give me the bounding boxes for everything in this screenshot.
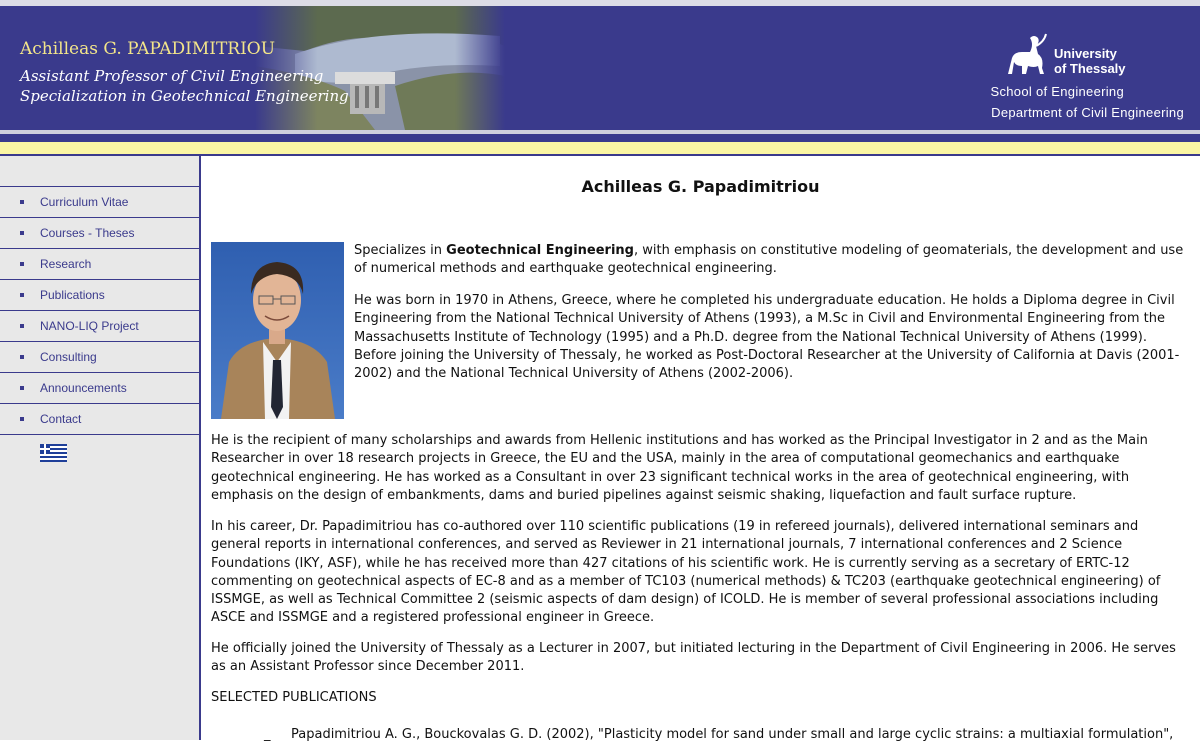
sidebar-item-label: NANO-LIQ Project bbox=[40, 319, 139, 333]
publication-bullet: _ bbox=[264, 727, 271, 742]
intro-text: Specializes in bbox=[354, 243, 447, 258]
sidebar-item-label: Research bbox=[40, 257, 92, 271]
intro-text-rest: , with emphasis on constitutive modeling of geomaterials, the development and use of numerical methods and earthquake geotechnical engineering. bbox=[354, 243, 1184, 277]
page-title: Achilleas G. Papadimitriou bbox=[581, 177, 820, 196]
sidebar-item-label: Curriculum Vitae bbox=[40, 195, 129, 209]
bio-paragraph-education: He was born in 1970 in Athens, Greece, where he completed his undergraduate education. He holds a Diploma degree in Civil Engineering from the National Technical University of Athens (1993), a M.Sc in Civil and Environmental Engineering from the Massachusetts Institute of Technology (1995) and a Ph.D. degree from the National Technical University of Athens (1999). Before joining the University of Thessaly, he worked as Post-Doctoral Researcher at the University of California at Davis (2001-2002) and the National Technical University of Athens (2002-2006). bbox=[354, 293, 1180, 382]
bio-paragraph-career: In his career, Dr. Papadimitriou has co-authored over 110 scientific publications (19 in refereed journals), delivered international seminars and general reports in international conferences, and served as Reviewer in 21 international journals, 7 international conferences and 2 Science Foundations (IKY, ASF), while he has received more than 427 citations of his scientific work. He is currently serving as a secretary of ERTC-12 commenting on geotechnical aspects of EC-8 and as a member of TC103 (numerical methods) & TC203 (earthquake geotechnical engineering) of ISSMGE, as well as Technical Committee 2 (seismic aspects of dam design) of ICOLD. He is member of several professional associations including ASCE and ISSMGE and a registered professional engineer in Greece. bbox=[211, 519, 1161, 626]
sidebar-nav bbox=[0, 186, 199, 435]
university-line1: University bbox=[1054, 46, 1117, 61]
sidebar-item-consulting[interactable] bbox=[0, 341, 199, 372]
publication-item: Papadimitriou A. G., Bouckovalas G. D. (2002), "Plasticity model for sand under small and large cyclic strains: a multiaxial formulation", bbox=[291, 727, 1174, 742]
selected-publications-heading: SELECTED PUBLICATIONS bbox=[211, 690, 377, 705]
department-name: Department of Civil Engineering bbox=[991, 105, 1184, 120]
centaur-logo-icon[interactable] bbox=[1000, 28, 1052, 80]
sidebar-item-research[interactable] bbox=[0, 248, 199, 279]
sidebar-item-courses-theses[interactable] bbox=[0, 217, 199, 248]
bullet-icon bbox=[20, 200, 24, 204]
bio-paragraph-position: He officially joined the University of Thessaly as a Lecturer in 2007, but initiated lecturing in the Department of Civil Engineering in 2006. He serves as an Assistant Professor since December 2011. bbox=[211, 641, 1176, 675]
sidebar bbox=[0, 156, 201, 740]
header-specialization: Specialization in Geotechnical Engineering bbox=[20, 87, 349, 105]
header-name: Achilleas G. PAPADIMITRIOU bbox=[20, 39, 276, 59]
sidebar-item-label: Courses - Theses bbox=[40, 226, 135, 240]
header-divider bbox=[0, 142, 1200, 154]
bullet-icon bbox=[20, 386, 24, 390]
sidebar-item-announcements[interactable] bbox=[0, 372, 199, 403]
university-name[interactable] bbox=[1054, 46, 1126, 76]
site-header bbox=[0, 6, 1200, 130]
bullet-icon bbox=[20, 417, 24, 421]
university-line2: of Thessaly bbox=[1054, 61, 1126, 76]
bullet-icon bbox=[20, 231, 24, 235]
bio-paragraph-research: He is the recipient of many scholarships and awards from Hellenic institutions and has worked as the Principal Investigator in 2 and as the Main Researcher in over 18 research projects in Greece, the EU and the USA, mainly in the area of computational geomechanics and earthquake geotechnical engineering. He has worked as a Consultant in over 23 significant technical works in the area of geotechnical engineering, with emphasis on the design of embankments, dams and buried pipelines against seismic shaking, liquefaction and fault surface rupture. bbox=[211, 433, 1148, 503]
sidebar-item-label: Publications bbox=[40, 288, 105, 302]
school-name: School of Engineering bbox=[990, 84, 1124, 99]
greek-flag-icon[interactable] bbox=[40, 444, 67, 462]
bullet-icon bbox=[20, 355, 24, 359]
header-divider bbox=[0, 134, 1200, 142]
bullet-icon bbox=[20, 324, 24, 328]
bullet-icon bbox=[20, 262, 24, 266]
header-title: Assistant Professor of Civil Engineering bbox=[20, 67, 324, 85]
bullet-icon bbox=[20, 293, 24, 297]
intro-paragraph bbox=[354, 242, 1189, 279]
sidebar-item-publications[interactable] bbox=[0, 279, 199, 310]
main-content bbox=[211, 156, 1186, 740]
sidebar-item-contact[interactable] bbox=[0, 403, 199, 435]
intro-emphasis: Geotechnical Engineering bbox=[446, 243, 634, 258]
sidebar-item-nano-liq-project[interactable] bbox=[0, 310, 199, 341]
sidebar-item-label: Announcements bbox=[40, 381, 127, 395]
profile-photo bbox=[211, 242, 344, 419]
sidebar-item-curriculum-vitae[interactable] bbox=[0, 186, 199, 217]
sidebar-item-label: Consulting bbox=[40, 350, 97, 364]
sidebar-item-label: Contact bbox=[40, 412, 82, 426]
